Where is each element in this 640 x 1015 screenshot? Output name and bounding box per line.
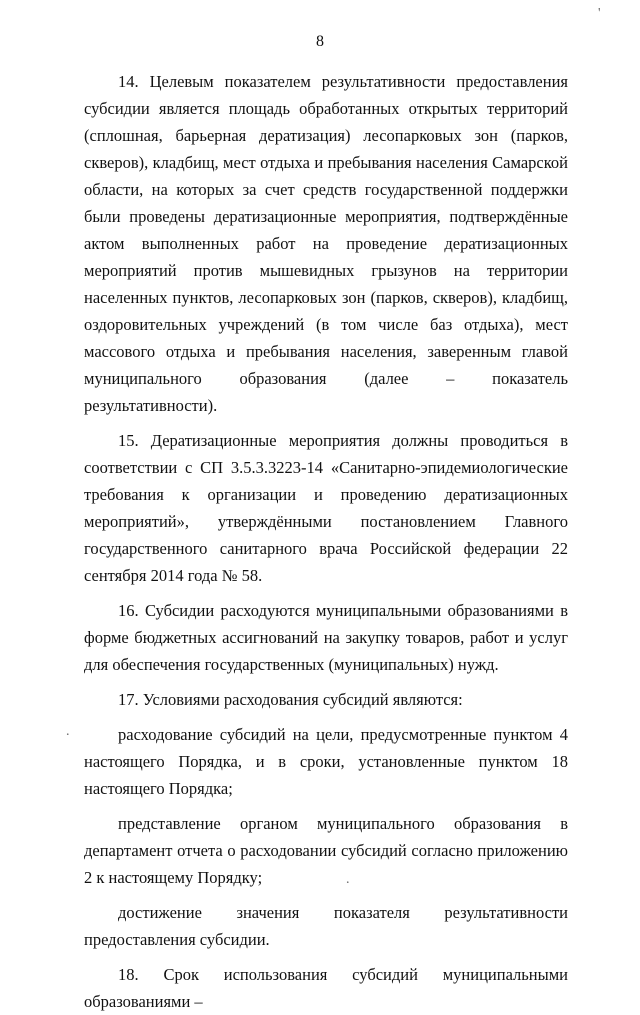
paragraph-17-item-2: представление органом муниципального образования в департамент отчета о расходовании субсидий согласно приложению 2 к настоящему Порядку; <box>84 814 568 887</box>
paragraph-17-item-1: расходование субсидий на цели, предусмотренные пунктом 4 настоящего Порядка, и в сроки, установленные пунктом 18 настоящего Порядка; <box>84 725 568 798</box>
paragraph-14: 14. Целевым показателем результативности предоставления субсидии является площадь обработанных открытых территорий (сплошная, барьерная дератизация) лесопарковых зон (парков, скверов), кладбищ, мест отдыха и пребывания населения Самарской области, на которых за счет средств государственной поддержки были проведены дератизационные мероприятия, подтверждённые актом выполненных работ на проведение дератизационных мероприятий против мышевидных грызунов на территории населенных пунктов, лесопарковых зон (парков, скверов), кладбищ, оздоровительных учреждений (в том числе баз отдыха), мест массового отдыха и пребывания населения, заверенным главой муниципального образования (далее – показатель результативности). <box>84 72 568 415</box>
document-body <box>84 68 568 1015</box>
paragraph-18: 18. Срок использования субсидий муниципальными образованиями – <box>84 965 568 1011</box>
paragraph-17: 17. Условиями расходования субсидий являются: <box>118 690 463 709</box>
paragraph-16: 16. Субсидии расходуются муниципальными образованиями в форме бюджетных ассигнований на закупку товаров, работ и услуг для обеспечения государственных (муниципальных) нужд. <box>84 601 568 674</box>
scan-artifact-mark: ' <box>598 6 601 21</box>
page-number: 8 <box>316 33 324 50</box>
scan-artifact-mark: . <box>346 872 350 887</box>
scan-artifact-mark: . <box>66 724 70 739</box>
paragraph-15: 15. Дератизационные мероприятия должны проводиться в соответствии с СП 3.5.3.3223-14 «Санитарно-эпидемиологические требования к организации и проведению дератизационных мероприятий», утверждёнными постановлением Главного государственного санитарного врача Российской федерации 22 сентября 2014 года № 58. <box>84 431 568 585</box>
paragraph-17-item-3: достижение значения показателя результативности предоставления субсидии. <box>84 903 568 949</box>
